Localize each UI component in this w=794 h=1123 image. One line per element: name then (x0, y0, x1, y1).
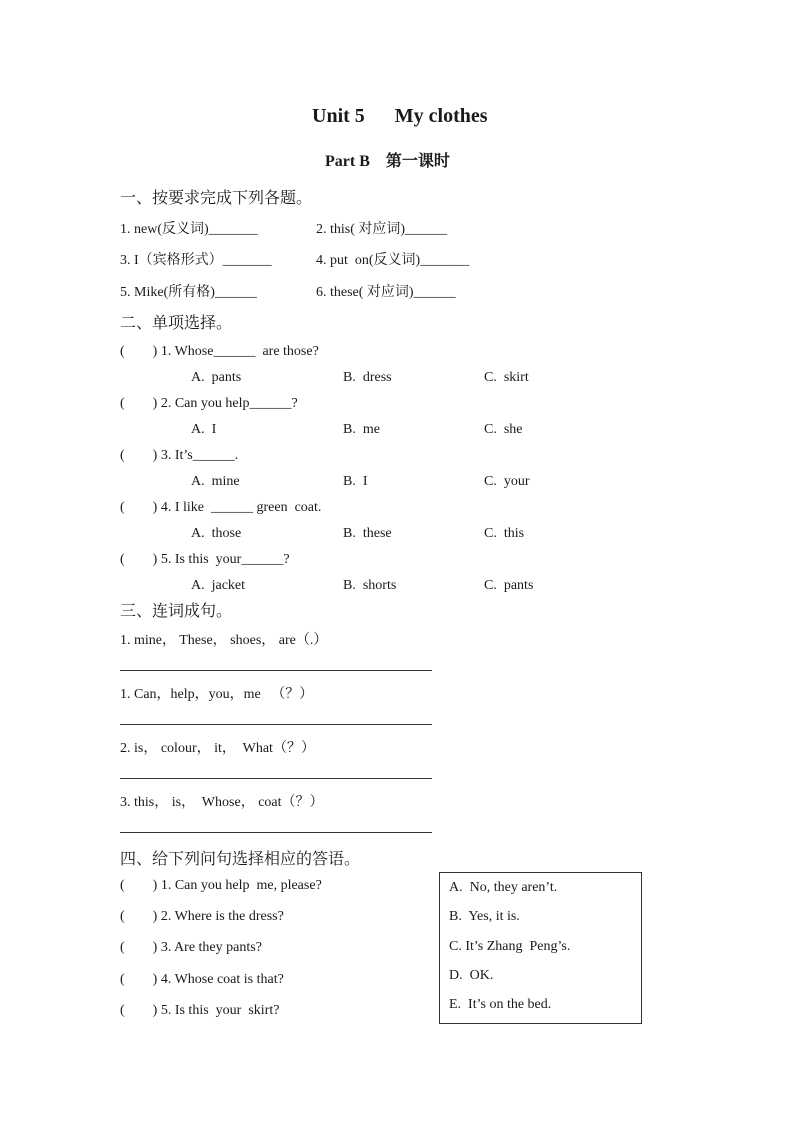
s2-question: ( ) 2. Can you help______? (120, 396, 298, 411)
s1-item: 1. new(反义词)_______ (120, 222, 258, 237)
s2-option-a: A. those (191, 526, 242, 541)
s4-question: ( ) 2. Where is the dress? (120, 909, 284, 924)
s3-item: 1. Can，help，you，me （？） (120, 687, 314, 702)
s4-answer: A. No, they aren’t. (449, 880, 558, 895)
section-2-heading: 二、单项选择。 (120, 313, 233, 332)
answer-line[interactable] (120, 724, 432, 725)
s4-question: ( ) 1. Can you help me, please? (120, 878, 322, 893)
s2-option-c: C. she (484, 422, 523, 437)
answer-line[interactable] (120, 832, 432, 833)
s2-question: ( ) 5. Is this your______? (120, 552, 290, 567)
s2-option-b: B. these (343, 526, 392, 541)
s2-question: ( ) 1. Whose______ are those? (120, 344, 319, 359)
s3-item: 1. mine， These， shoes， are（.） (120, 633, 328, 648)
s2-option-b: B. shorts (343, 578, 397, 593)
s1-item: 4. put on(反义词)_______ (316, 253, 470, 268)
s4-answer: E. It’s on the bed. (449, 997, 552, 1012)
s2-question: ( ) 3. It’s______. (120, 448, 239, 463)
s3-item: 2. is， colour， it， What（？） (120, 741, 315, 756)
s4-question: ( ) 5. Is this your skirt? (120, 1003, 280, 1018)
s2-option-a: A. jacket (191, 578, 246, 593)
s2-option-a: A. pants (191, 370, 242, 385)
s2-option-c: C. pants (484, 578, 534, 593)
s4-answer: B. Yes, it is. (449, 909, 520, 924)
section-1-heading: 一、按要求完成下列各题。 (120, 188, 313, 207)
s2-option-c: C. your (484, 474, 530, 489)
page-title: Unit 5 My clothes (312, 105, 488, 127)
s2-option-c: C. skirt (484, 370, 529, 385)
section-4-heading: 四、给下列问句选择相应的答语。 (120, 849, 361, 868)
s2-option-b: B. me (343, 422, 380, 437)
s3-item: 3. this， is， Whose， coat（？） (120, 795, 324, 810)
s2-option-a: A. I (191, 422, 217, 437)
answer-line[interactable] (120, 670, 432, 671)
answer-line[interactable] (120, 778, 432, 779)
s4-question: ( ) 3. Are they pants? (120, 940, 262, 955)
s4-answer: C. It’s Zhang Peng’s. (449, 939, 571, 954)
s1-item: 3. I（宾格形式）_______ (120, 253, 272, 268)
s2-question: ( ) 4. I like ______ green coat. (120, 500, 322, 515)
page-subtitle: Part B 第一课时 (325, 153, 450, 170)
s1-item: 2. this( 对应词)______ (316, 222, 448, 237)
s4-question: ( ) 4. Whose coat is that? (120, 972, 284, 987)
s2-option-b: B. I (343, 474, 368, 489)
s1-item: 6. these( 对应词)______ (316, 285, 456, 300)
s2-option-a: A. mine (191, 474, 240, 489)
section-3-heading: 三、连词成句。 (120, 601, 233, 620)
s2-option-b: B. dress (343, 370, 392, 385)
s1-item: 5. Mike(所有格)______ (120, 285, 257, 300)
s2-option-c: C. this (484, 526, 525, 541)
s4-answer: D. OK. (449, 968, 494, 983)
